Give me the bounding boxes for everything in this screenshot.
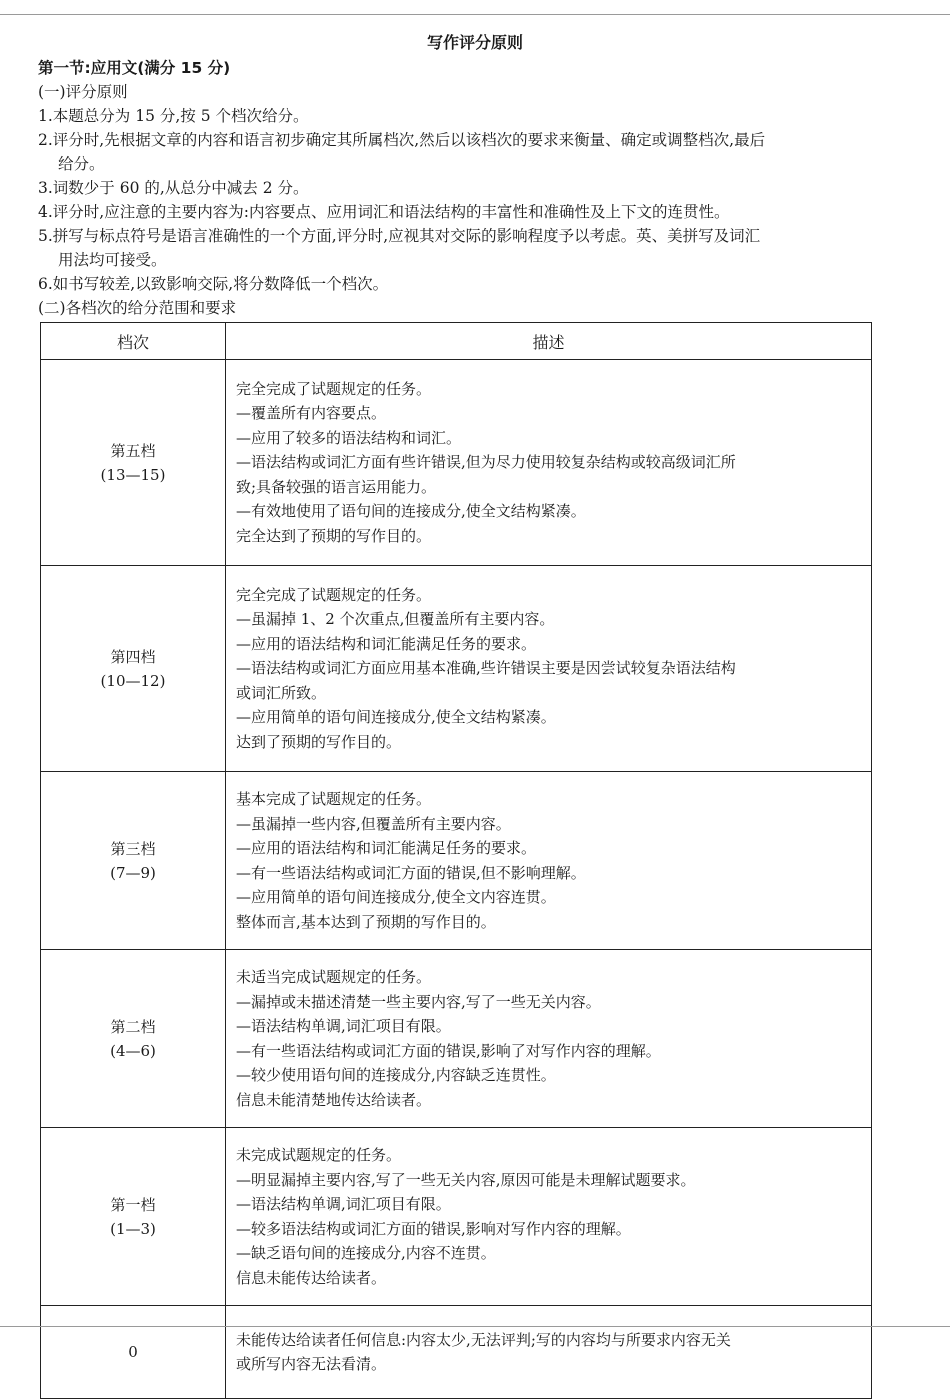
grade-label: 0 [128,1343,138,1361]
description-line: —较少使用语句间的连接成分,内容缺乏连贯性。 [236,1066,556,1084]
description-line: 完全完成了试题规定的任务。 [236,379,432,398]
description-line: —覆盖所有内容要点。 [236,404,387,423]
description-line: —较多语法结构或词汇方面的错误,影响对写作内容的理解。 [236,1219,631,1238]
grade-label: 第二档 [110,1017,156,1036]
grade-cell [41,950,226,1128]
table-row [41,772,872,950]
header-grade: 档次 [41,323,226,360]
description-line: 或词汇所致。 [236,683,327,702]
grade-cell [41,1128,226,1306]
table-row [41,566,872,772]
description-line: —语法结构或词汇方面应用基本准确,些许错误主要是因尝试较复杂语法结构 [236,659,736,678]
document-page [38,30,912,1399]
description-line: —语法结构单调,词汇项目有限。 [236,1195,451,1213]
description-line: —虽漏掉一些内容,但覆盖所有主要内容。 [236,814,511,833]
grade-cell [41,1306,226,1399]
section-heading: 第一节:应用文(满分 15 分) [38,59,231,77]
description-line: 完全达到了预期的写作目的。 [236,526,432,545]
grading-table [40,322,872,1399]
principle-line: 给分。 [58,155,105,173]
grade-cell [41,360,226,566]
description-line: —有一些语法结构或词汇方面的错误,影响了对写作内容的理解。 [236,1041,661,1060]
description-line: —应用简单的语句间连接成分,使全文结构紧凑。 [236,708,556,727]
ranges-heading: (二)各档次的给分范围和要求 [38,299,237,317]
description-line: —应用简单的语句间连接成分,使全文内容连贯。 [236,888,556,906]
top-rule [0,14,950,15]
description-line: —有一些语法结构或词汇方面的错误,但不影响理解。 [236,863,586,882]
description-line: —应用的语法结构和词汇能满足任务的要求。 [236,634,537,653]
description-cell [226,950,872,1128]
grade-range: (10—12) [100,671,166,690]
grade-cell [41,772,226,950]
description-cell [226,1306,872,1399]
principle-line: 用法均可接受。 [58,251,167,269]
description-cell [226,360,872,566]
description-line: —应用了较多的语法结构和词汇。 [236,428,462,447]
principle-line: 6.如书写较差,以致影响交际,将分数降低一个档次。 [38,275,389,293]
grade-label: 第五档 [110,441,156,460]
description-line: 信息未能传达给读者。 [236,1268,387,1287]
description-line: 整体而言,基本达到了预期的写作目的。 [236,912,496,931]
grade-range: (7—9) [110,863,156,882]
table-row [41,1306,872,1399]
description-line: —漏掉或未描述清楚一些主要内容,写了一些无关内容。 [236,992,601,1011]
grade-cell [41,566,226,772]
grade-label: 第四档 [110,647,156,666]
grade-label: 第三档 [110,839,156,858]
description-cell [226,566,872,772]
bottom-rule [0,1326,950,1327]
principle-line: 2.评分时,先根据文章的内容和语言初步确定其所属档次,然后以该档次的要求来衡量、确定或调整档次,最后 [38,131,766,149]
description-line: 达到了预期的写作目的。 [236,732,402,751]
description-line: 完全完成了试题规定的任务。 [236,585,432,604]
principle-line: 3.词数少于 60 的,从总分中减去 2 分。 [38,179,309,197]
description-line: —语法结构单调,词汇项目有限。 [236,1017,451,1035]
table-row [41,1128,872,1306]
description-line: —明显漏掉主要内容,写了一些无关内容,原因可能是未理解试题要求。 [236,1170,696,1189]
description-line: —虽漏掉 1、2 个次重点,但覆盖所有主要内容。 [236,610,555,629]
principle-line: 5.拼写与标点符号是语言准确性的一个方面,评分时,应视其对交际的影响程度予以考虑。英、美拼写及词汇 [38,227,761,245]
description-line: 基本完成了试题规定的任务。 [236,790,432,808]
page-title: 写作评分原则 [426,33,523,52]
description-line: —语法结构或词汇方面有些许错误,但为尽力使用较复杂结构或较高级词汇所 [236,453,736,472]
table-row [41,950,872,1128]
table-row [41,360,872,566]
description-line: 信息未能清楚地传达给读者。 [236,1090,432,1109]
description-line: 未适当完成试题规定的任务。 [236,968,432,986]
grade-label: 第一档 [110,1195,156,1214]
description-line: —有效地使用了语句间的连接成分,使全文结构紧凑。 [236,502,586,521]
description-line: —缺乏语句间的连接成分,内容不连贯。 [236,1244,496,1262]
principles-list [38,104,912,296]
table-header-row [41,323,872,360]
description-line: 未完成试题规定的任务。 [236,1146,402,1164]
description-line: —应用的语法结构和词汇能满足任务的要求。 [236,839,537,857]
description-line: 或所写内容无法看清。 [236,1355,387,1373]
description-line: 未能传达给读者任何信息:内容太少,无法评判;写的内容均与所要求内容无关 [236,1330,731,1349]
principle-line: 1.本题总分为 15 分,按 5 个档次给分。 [38,107,309,125]
header-description: 描述 [226,323,872,360]
grade-range: (1—3) [110,1219,156,1238]
grade-range: (4—6) [110,1041,156,1060]
principle-line: 4.评分时,应注意的主要内容为:内容要点、应用词汇和语法结构的丰富性和准确性及上下文的连贯性。 [38,203,730,221]
description-cell [226,772,872,950]
grade-range: (13—15) [100,465,166,484]
description-cell [226,1128,872,1306]
description-line: 致;具备较强的语言运用能力。 [236,477,437,496]
principles-heading: (一)评分原则 [38,83,128,101]
